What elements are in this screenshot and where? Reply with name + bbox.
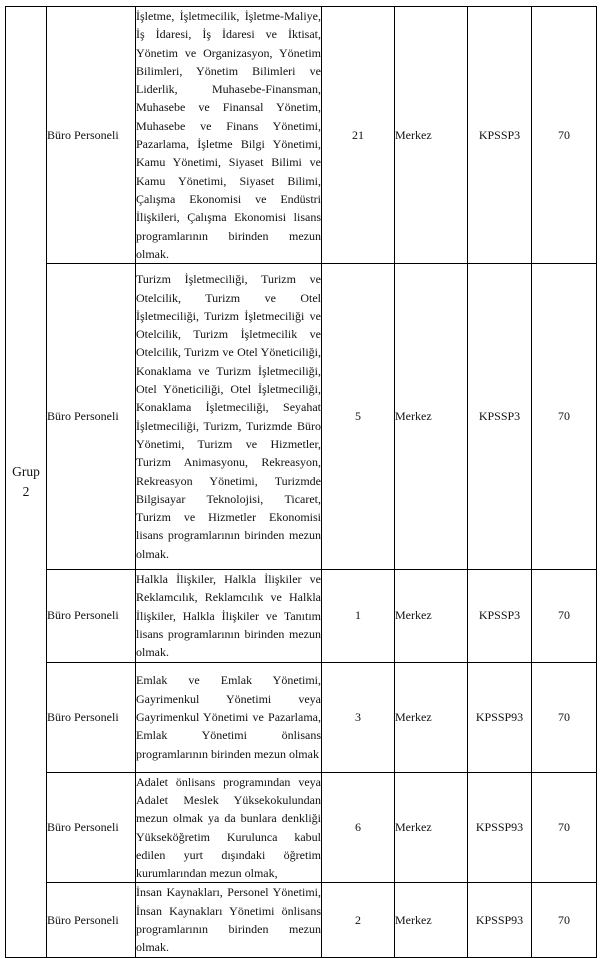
score-cell: 70 <box>532 662 597 772</box>
group-cell <box>6 7 47 958</box>
position-cell: Büro Personeli <box>47 7 136 264</box>
exam-cell: KPSSP3 <box>468 570 532 662</box>
exam-cell: KPSSP3 <box>468 7 532 264</box>
programs-cell: Adalet önlisans programından veya Adalet Meslek Yüksekokulundan mezun olmak ya da bunlara denkliği Yükseköğretim Kurulunca kabul edilen yurt dışındaki öğretim kurumlarından mezun olmak, <box>136 772 322 883</box>
position-cell: Büro Personeli <box>47 883 136 957</box>
score-cell: 70 <box>532 570 597 662</box>
exam-cell: KPSSP93 <box>468 662 532 772</box>
group-label: Grup <box>12 463 40 479</box>
programs-cell: Emlak ve Emlak Yönetimi, Gayrimenkul Yönetimi veya Gayrimenkul Yönetimi ve Pazarlama, Emlak Yönetimi önlisans programlarının birinden mezun olmak <box>136 662 322 772</box>
count-cell: 21 <box>322 7 395 264</box>
position-cell: Büro Personeli <box>47 662 136 772</box>
group-number: 2 <box>22 483 30 499</box>
score-cell: 70 <box>532 772 597 883</box>
table-row <box>6 264 597 570</box>
position-cell: Büro Personeli <box>47 772 136 883</box>
score-cell: 70 <box>532 883 597 957</box>
table-row <box>6 772 597 883</box>
position-cell: Büro Personeli <box>47 264 136 570</box>
location-cell: Merkez <box>395 772 468 883</box>
score-cell: 70 <box>532 7 597 264</box>
count-cell: 3 <box>322 662 395 772</box>
exam-cell: KPSSP93 <box>468 772 532 883</box>
location-cell: Merkez <box>395 264 468 570</box>
location-cell: Merkez <box>395 883 468 957</box>
count-cell: 2 <box>322 883 395 957</box>
count-cell: 6 <box>322 772 395 883</box>
table-row <box>6 7 597 264</box>
exam-cell: KPSSP93 <box>468 883 532 957</box>
location-cell: Merkez <box>395 662 468 772</box>
location-cell: Merkez <box>395 570 468 662</box>
count-cell: 1 <box>322 570 395 662</box>
table-row <box>6 883 597 957</box>
exam-cell: KPSSP3 <box>468 264 532 570</box>
table-row <box>6 662 597 772</box>
count-cell: 5 <box>322 264 395 570</box>
programs-cell: Halkla İlişkiler, Halkla İlişkiler ve Reklamcılık, Reklamcılık ve Halkla İlişkiler, Halkla İlişkiler ve Tanıtım lisans programlarının birinden mezun olmak. <box>136 570 322 662</box>
positions-table <box>5 6 597 958</box>
score-cell: 70 <box>532 264 597 570</box>
position-cell: Büro Personeli <box>47 570 136 662</box>
programs-cell: Turizm İşletmeciliği, Turizm ve Otelcilik, Turizm ve Otel İşletmeciliği, Turizm İşletmeciliği ve Otelcilik, Turizm İşletmecilik ve Otelcilik, Turizm ve Otel Yöneticiliği, Konaklama ve Turizm İşletmeciliği, Otel Yöneticiliği, Otel İşletmeciliği, Konaklama İşletmeciliği, Seyahat İşletmeciliği, Turizm, Turizmde Büro Yönetimi, Turizm ve Hizmetler, Turizm Animasyonu, Rekreasyon, Rekreasyon Yönetimi, Turizmde Bilgisayar Teknolojisi, Ticaret, Turizm ve Hizmetler Ekonomisi lisans programlarının birinden mezun olmak. <box>136 264 322 570</box>
table-row <box>6 570 597 662</box>
programs-cell: İnsan Kaynakları, Personel Yönetimi, İnsan Kaynakları Yönetimi önlisans programlarının birinden mezun olmak. <box>136 883 322 957</box>
programs-cell: İşletme, İşletmecilik, İşletme-Maliye, İş İdaresi, İş İdaresi ve İktisat, Yönetim ve Organizasyon, Yönetim Bilimleri, Yönetim Bilimleri ve Liderlik, Muhasebe-Finansman, Muhasebe ve Finansal Yönetim, Muhasebe ve Finans Yönetimi, Pazarlama, İşletme Bilgi Yönetimi, Kamu Yönetimi, Siyaset Bilimi ve Kamu Yönetimi, Siyaset Bilimi, Çalışma Ekonomisi ve Endüstri İlişkileri, Çalışma Ekonomisi lisans programlarının birinden mezun olmak. <box>136 7 322 264</box>
location-cell: Merkez <box>395 7 468 264</box>
